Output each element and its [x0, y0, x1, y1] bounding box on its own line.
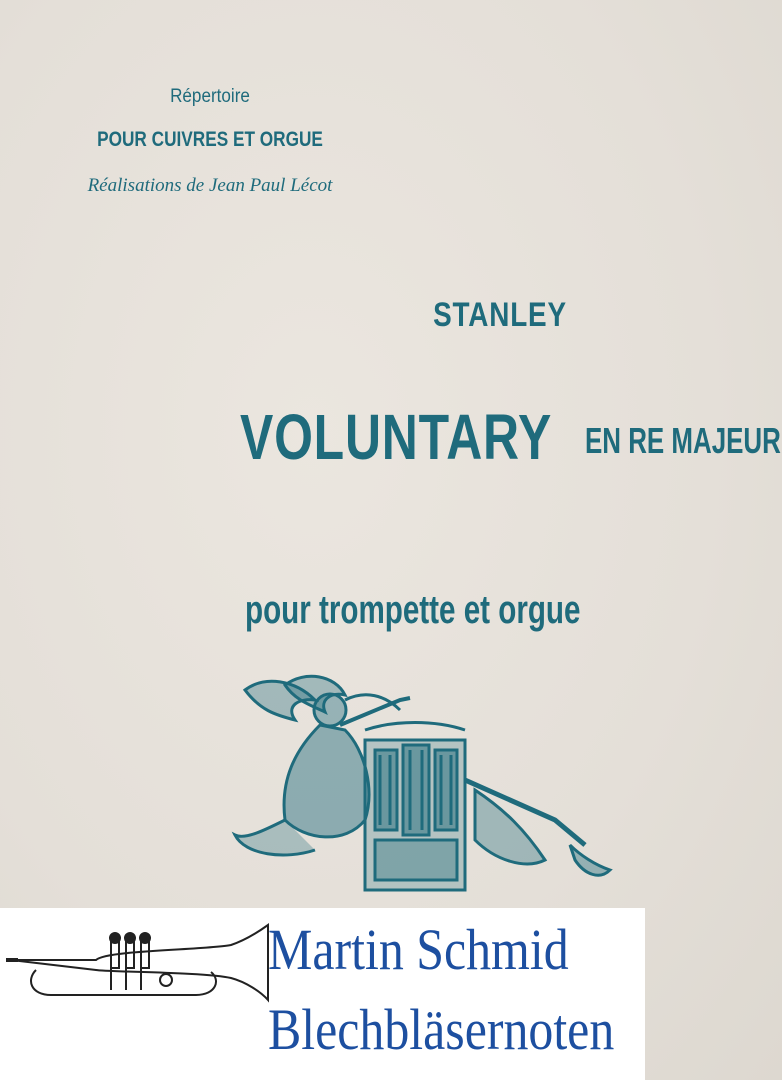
- composer-name: STANLEY: [433, 296, 567, 334]
- work-title: [240, 400, 781, 474]
- angel-trumpet-organ-woodcut-icon: [225, 670, 625, 910]
- shop-banner: [0, 908, 645, 1080]
- shop-name: Martin Schmid: [268, 917, 569, 982]
- series-label: Répertoire: [170, 86, 250, 107]
- series-title: POUR CUIVRES ET ORGUE: [97, 128, 323, 151]
- shop-tagline: Blechbläsernoten: [268, 997, 615, 1062]
- trumpet-icon: [6, 920, 274, 1010]
- title-key: EN RE MAJEUR: [584, 420, 781, 461]
- instrumentation: pour trompette et orgue: [245, 588, 581, 632]
- arranger-credit: Réalisations de Jean Paul Lécot: [87, 175, 333, 196]
- title-main: VOLUNTARY: [240, 401, 553, 473]
